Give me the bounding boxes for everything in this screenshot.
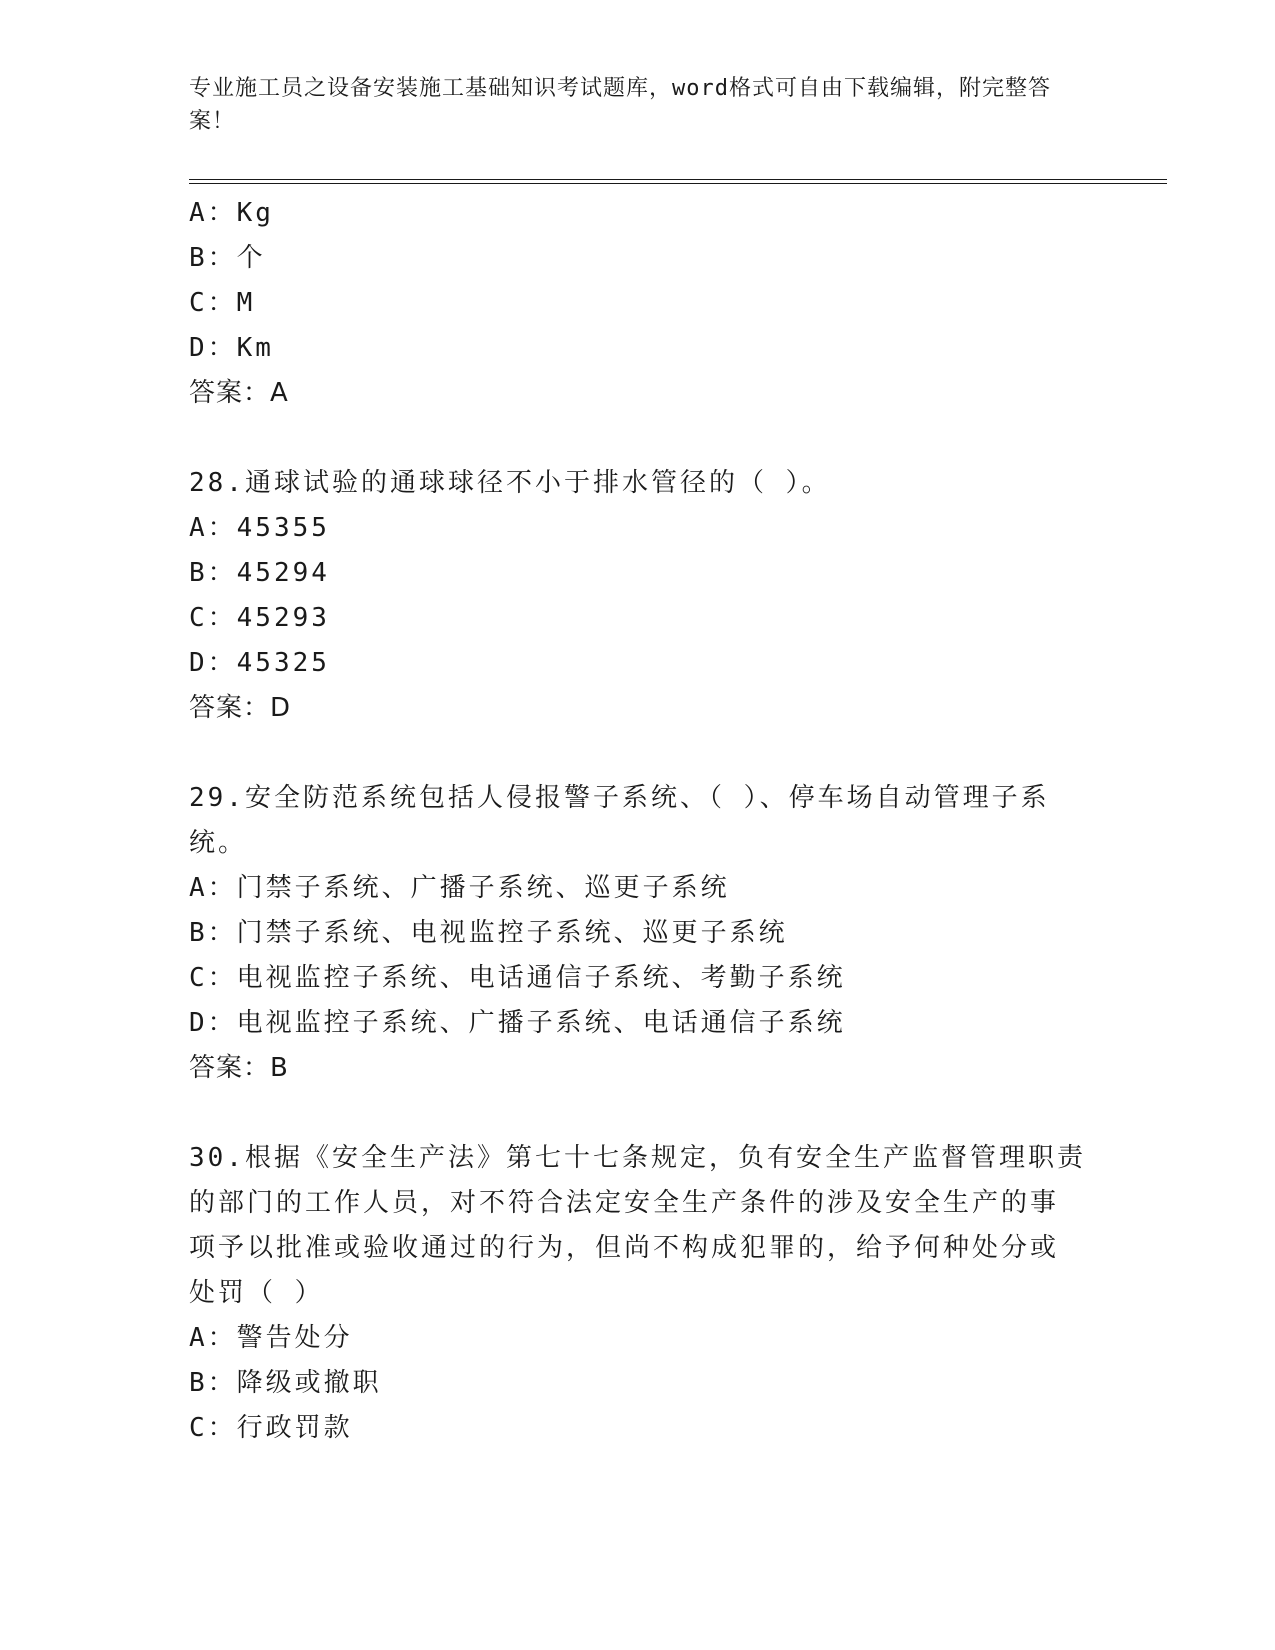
option-c: C：电视监控子系统、电话通信子系统、考勤子系统 xyxy=(189,963,846,993)
question-29-continued: 统。 xyxy=(189,828,248,858)
option-b: B：45294 xyxy=(189,558,330,588)
header-divider-top xyxy=(189,179,1167,180)
option-d: D：Km xyxy=(189,333,274,363)
page-header: 专业施工员之设备安装施工基础知识考试题库，word格式可自由下载编辑，附完整答案！ xyxy=(189,76,1051,134)
option-a: A：45355 xyxy=(189,513,330,543)
option-c: C：行政罚款 xyxy=(189,1413,353,1443)
option-a: A：门禁子系统、广播子系统、巡更子系统 xyxy=(189,873,730,903)
answer-line: 答案：A xyxy=(189,378,289,408)
option-c: C：45293 xyxy=(189,603,330,633)
question-28: 28.通球试验的通球球径不小于排水管径的（ ）。 xyxy=(189,468,831,498)
option-c: C：M xyxy=(189,288,256,318)
option-d: D：电视监控子系统、广播子系统、电话通信子系统 xyxy=(189,1008,846,1038)
question-29: 29.安全防范系统包括人侵报警子系统、（ ）、停车场自动管理子系 xyxy=(189,783,1050,813)
question-30: 30.根据《安全生产法》第七十七条规定，负有安全生产监督管理职责 xyxy=(189,1143,1086,1173)
option-d: D：45325 xyxy=(189,648,330,678)
option-b: B：门禁子系统、电视监控子系统、巡更子系统 xyxy=(189,918,788,948)
header-divider-bottom xyxy=(189,183,1167,184)
question-30-continued: 处罚（ ） xyxy=(189,1278,324,1308)
question-30-continued: 项予以批准或验收通过的行为，但尚不构成犯罪的，给予何种处分或 xyxy=(189,1233,1060,1263)
option-a: A：警告处分 xyxy=(189,1323,353,1353)
option-b: B：降级或撤职 xyxy=(189,1368,382,1398)
answer-line: 答案：D xyxy=(189,693,292,723)
option-b: B：个 xyxy=(189,243,266,273)
question-30-continued: 的部门的工作人员，对不符合法定安全生产条件的涉及安全生产的事 xyxy=(189,1188,1060,1218)
option-a: A：Kg xyxy=(189,198,274,228)
answer-line: 答案：B xyxy=(189,1053,289,1083)
